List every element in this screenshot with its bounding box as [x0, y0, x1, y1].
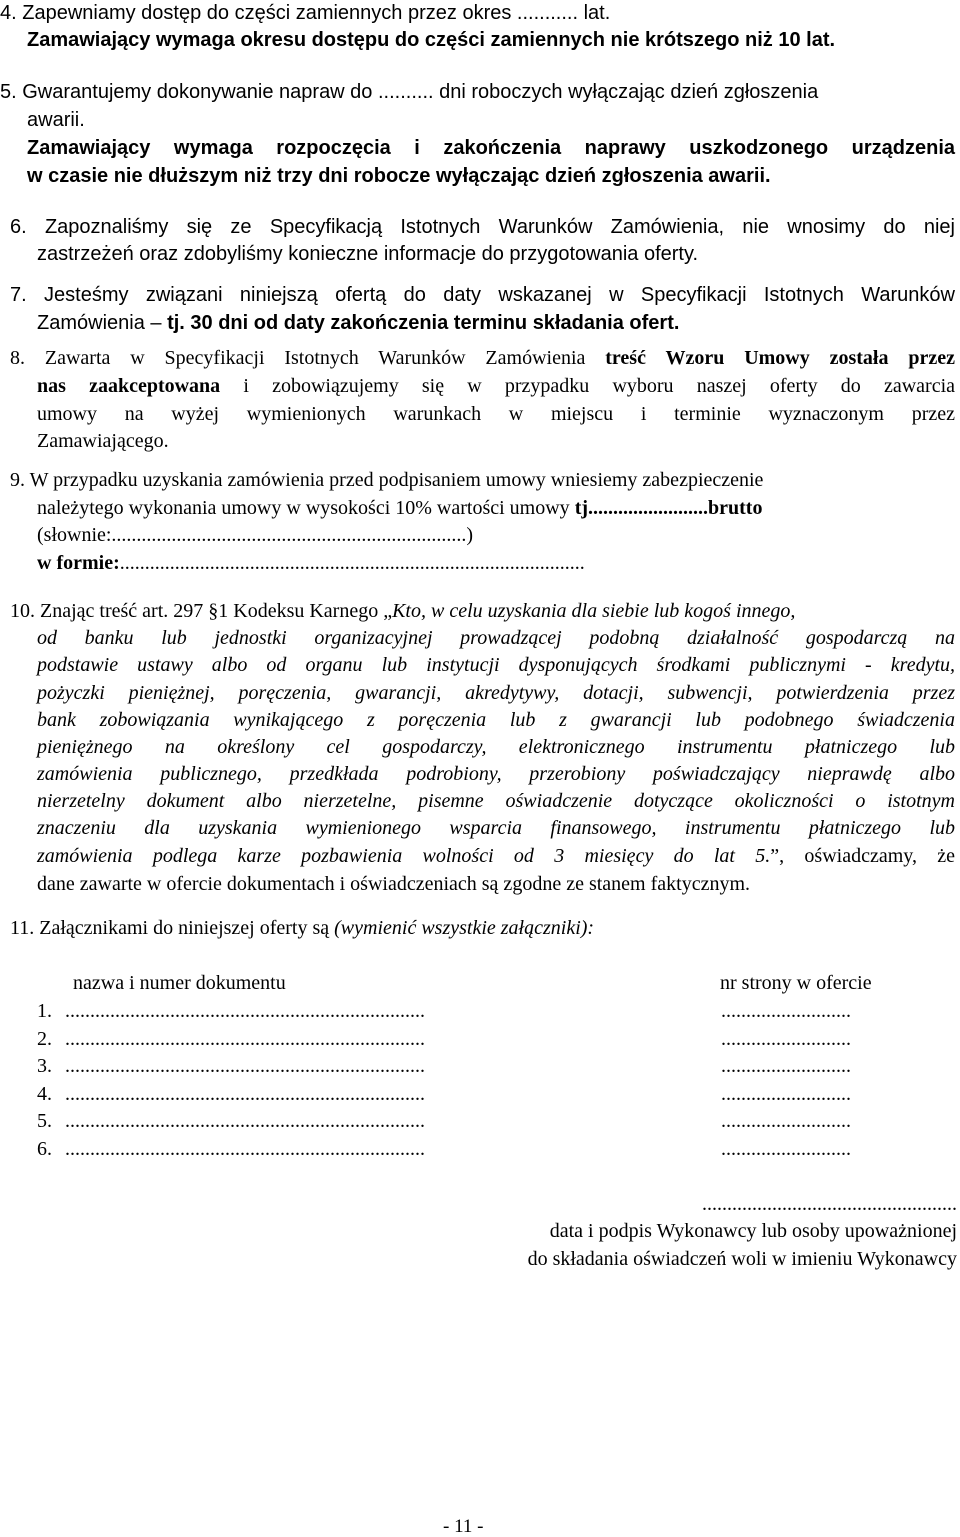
item-10-line-1: 10. Znając treść art. 297 §1 Kodeksu Karnego „Kto, w celu uzyskania dla siebie lub kogoś innego, [10, 600, 796, 622]
item-10-line-10: zamówienia podlega karze pozbawienia wolności od 3 miesięcy do lat 5.”, oświadczamy, że [37, 845, 955, 867]
item-6-line-2: zastrzeżeń oraz zdobyliśmy konieczne informacje do przygotowania oferty. [37, 243, 699, 265]
attachment-row-name: ........................................................................ [65, 1110, 425, 1132]
attachment-row-page: .......................... [721, 1028, 851, 1050]
item-10-line-3: podstawie ustawy albo od organu lub instytucji dysponujących środkami publicznymi - kredytu, [37, 654, 955, 676]
item-9-line-2: należytego wykonania umowy w wysokości 10% wartości umowy tj........................brutto [37, 497, 763, 519]
item-11-line: 11. Załącznikami do niniejszej oferty są (wymienić wszystkie załączniki): [10, 917, 595, 939]
attachment-row-page: .......................... [721, 1110, 851, 1132]
item-5-requirement-line-2: w czasie nie dłuższym niż trzy dni robocze wyłączając dzień zgłoszenia awarii. [27, 165, 771, 187]
attachment-row-number: 3. [37, 1055, 52, 1077]
attachment-row-name: ........................................................................ [65, 1083, 425, 1105]
item-10-line-8: nierzetelny dokument albo nierzetelne, pisemne oświadczenie dotyczące okoliczności o istotnym [37, 790, 955, 812]
attachment-row-page: .......................... [721, 1000, 851, 1022]
item-5-line-1: 5. Gwarantujemy dokonywanie napraw do .......... dni roboczych wyłączając dzień zgłoszenia [0, 81, 819, 103]
attachments-col-name-header: nazwa i numer dokumentu [73, 972, 286, 994]
item-10-line-9: znaczeniu dla uzyskania wymienionego wsparcia finansowego, instrumentu płatniczego lub [37, 817, 955, 839]
item-10-line-5: bank zobowiązania wynikającego z poręczenia lub z gwarancji lub podobnego świadczenia [37, 709, 955, 731]
item-9-amount-words: (słownie:.......................................................................) [37, 524, 474, 546]
item-4-requirement: Zamawiający wymaga okresu dostępu do części zamiennych nie krótszego niż 10 lat. [27, 29, 836, 51]
item-8-line-1: 8. Zawarta w Specyfikacji Istotnych Warunków Zamówienia treść Wzoru Umowy została przez [10, 347, 955, 369]
attachment-row-page: .......................... [721, 1138, 851, 1160]
attachments-col-page-header: nr strony w ofercie [720, 972, 872, 994]
item-10-line-4: pożyczki pieniężnej, poręczenia, gwarancji, akredytywy, dotacji, subwencji, potwierdzenia przez [37, 682, 955, 704]
item-6-line-1: 6. Zapoznaliśmy się ze Specyfikacją Istotnych Warunków Zamówienia, nie wnosimy do niej [10, 216, 955, 238]
item-10-line-6: pieniężnego na określony cel gospodarczy, elektronicznego instrumentu płatniczego lub [37, 736, 955, 758]
attachment-row-page: .......................... [721, 1083, 851, 1105]
item-10-line-11: dane zawarte w ofercie dokumentach i oświadczeniach są zgodne ze stanem faktycznym. [37, 873, 750, 895]
item-10-line-7: zamówienia publicznego, przedkłada podrobiony, przerobiony poświadczający nieprawdę albo [37, 763, 955, 785]
attachment-row-number: 2. [37, 1028, 52, 1050]
signature-label-line-2: do składania oświadczeń woli w imieniu Wykonawcy [527, 1248, 957, 1270]
item-4-line-1: 4. Zapewniamy dostęp do części zamiennych przez okres ........... lat. [0, 2, 611, 24]
attachment-row-name: ........................................................................ [65, 1138, 425, 1160]
attachment-row-number: 4. [37, 1083, 52, 1105]
page-number: - 11 - [443, 1516, 484, 1537]
attachment-row-name: ........................................................................ [65, 1055, 425, 1077]
attachment-row-number: 1. [37, 1000, 52, 1022]
attachment-row-name: ........................................................................ [65, 1028, 425, 1050]
item-7-line-2: Zamówienia – tj. 30 dni od daty zakończenia terminu składania ofert. [37, 312, 680, 334]
item-9-form: w formie:............................................................................................. [37, 552, 585, 574]
item-5-requirement-line-1: Zamawiający wymaga rozpoczęcia i zakończenia naprawy uszkodzonego urządzenia [27, 137, 955, 159]
item-10-line-2: od banku lub jednostki organizacyjnej prowadzącej podobną działalność gospodarczą na [37, 627, 955, 649]
attachment-row-number: 6. [37, 1138, 52, 1160]
item-8-line-3: umowy na wyżej wymienionych warunkach w miejscu i terminie wyznaczonym przez [37, 403, 955, 425]
attachment-row-name: ........................................................................ [65, 1000, 425, 1022]
attachment-row-number: 5. [37, 1110, 52, 1132]
signature-label-line-1: data i podpis Wykonawcy lub osoby upoważnionej [549, 1220, 957, 1242]
item-8-line-4: Zamawiającego. [37, 430, 169, 452]
item-5-line-2: awarii. [27, 109, 85, 131]
item-8-line-2: nas zaakceptowana i zobowiązujemy się w przypadku wyboru naszej oferty do zawarcia [37, 375, 956, 397]
item-9-line-1: 9. W przypadku uzyskania zamówienia przed podpisaniem umowy wniesiemy zabezpieczenie [10, 469, 764, 491]
item-7-line-1: 7. Jesteśmy związani niniejszą ofertą do daty wskazanej w Specyfikacji Istotnych Warunków [10, 284, 955, 306]
signature-dots: ................................................... [702, 1193, 957, 1215]
attachment-row-page: .......................... [721, 1055, 851, 1077]
